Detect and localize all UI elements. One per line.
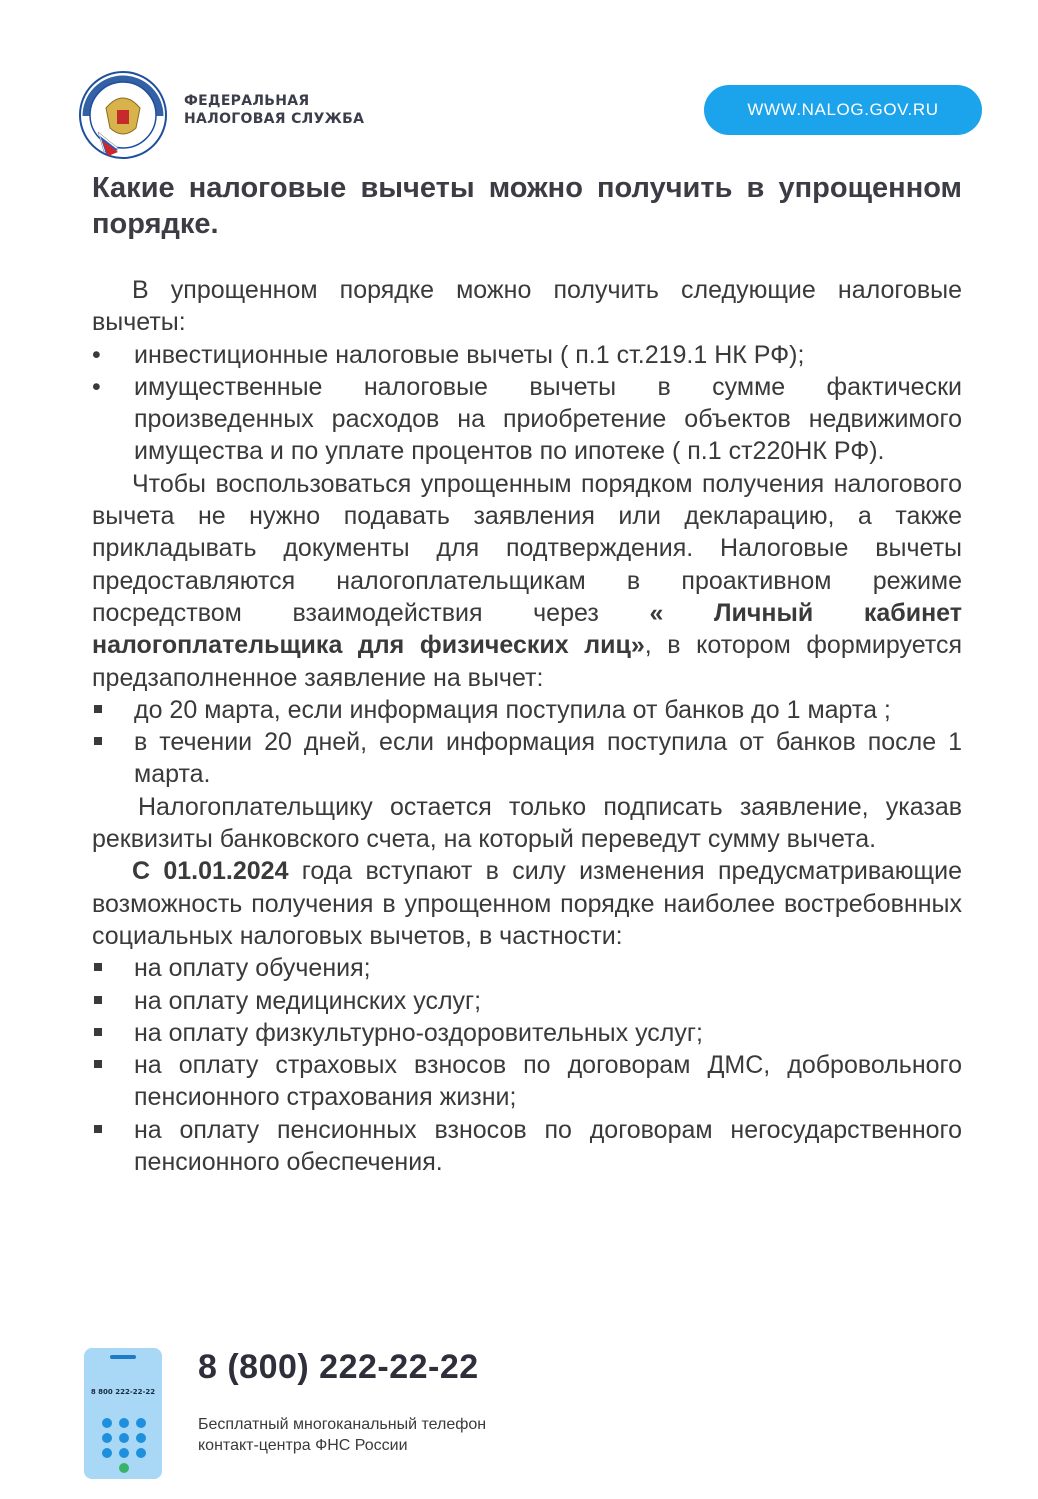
page-title: Какие налоговые вычеты можно получить в упрощенном порядке. bbox=[92, 172, 962, 240]
hotline-number[interactable]: 8 (800) 222-22-22 bbox=[198, 1348, 479, 1386]
list-item: на оплату страховых взносов по договорам ДМС, добровольного пенсионного страхования жизни; bbox=[134, 1051, 962, 1112]
list-item: на оплату физкультурно-оздоровительных услуг; bbox=[134, 1018, 703, 1047]
personal-account-name: « Личный кабинет налогоплательщика для физических лиц» bbox=[92, 598, 962, 660]
proactive-paragraph: Чтобы воспользоваться упрощенным порядком получения налогового вычета не нужно подавать заявления или декларацию, а также прикладывать документы для подтверждения. Налоговые вычеты предоставляются налогоплательщикам в проактивном режиме посредством взаимодействия через « Личный кабинет налогоплательщика для физических лиц», в котором формируется предзаполненное заявление на вычет: bbox=[92, 469, 962, 692]
social-deductions-list bbox=[92, 952, 962, 1178]
hotline-desc-line2: контакт-центра ФНС России bbox=[198, 1437, 408, 1454]
sign-paragraph: Налогоплательщику остается только подписать заявление, указав реквизиты банковского счета, на который переведут сумму вычета. bbox=[92, 792, 962, 854]
org-name bbox=[184, 92, 364, 128]
list-item: до 20 марта, если информация поступила от банков до 1 марта ; bbox=[134, 695, 891, 724]
list-item: • имущественные налоговые вычеты в сумме фактически произведенных расходов на приобретение объектов недвижимого имущества и по уплате процентов по ипотеке ( п.1 ст220НК РФ). bbox=[92, 371, 962, 468]
bullet-icon bbox=[92, 371, 112, 403]
keypad-icon bbox=[102, 1418, 146, 1473]
website-link[interactable]: WWW.NALOG.GOV.RU bbox=[704, 85, 982, 135]
hotline-desc-line1: Бесплатный многоканальный телефон bbox=[198, 1416, 487, 1433]
list-item: • инвестиционные налоговые вычеты ( п.1 ст.219.1 НК РФ); bbox=[92, 339, 962, 371]
fns-emblem-icon bbox=[78, 70, 168, 160]
hotline-description bbox=[198, 1414, 558, 1456]
org-name-line2: НАЛОГОВАЯ СЛУЖБА bbox=[184, 111, 365, 127]
deadlines-list bbox=[92, 694, 962, 791]
page-header bbox=[0, 0, 1038, 165]
list-item: на оплату медицинских услуг; bbox=[134, 986, 482, 1015]
phone-speaker bbox=[110, 1355, 136, 1359]
list-item: на оплату пенсионных взносов по договорам негосударственного пенсионного обеспечения. bbox=[134, 1115, 962, 1177]
bullet-icon bbox=[92, 339, 112, 371]
list-item: в течении 20 дней, если информация поступила от банков после 1 марта. bbox=[134, 728, 962, 789]
changes-paragraph: С 01.01.2024 года вступают в силу изменения предусматривающие возможность получения в упрощенном порядке наиболее востребовнных социальных налоговых вычетов, в частности: bbox=[92, 857, 962, 950]
page-footer bbox=[0, 1340, 1038, 1499]
phone-screen-number: 8 800 222-22-22 bbox=[90, 1388, 156, 1396]
main-content bbox=[92, 274, 962, 1178]
effective-date: С 01.01.2024 bbox=[132, 857, 289, 886]
deductions-list bbox=[92, 339, 962, 468]
list-item: на оплату обучения; bbox=[134, 954, 371, 983]
phone-icon bbox=[84, 1348, 162, 1479]
org-name-line1: ФЕДЕРАЛЬНАЯ bbox=[184, 93, 310, 109]
intro-paragraph: В упрощенном порядке можно получить следующие налоговые вычеты: bbox=[92, 276, 962, 337]
